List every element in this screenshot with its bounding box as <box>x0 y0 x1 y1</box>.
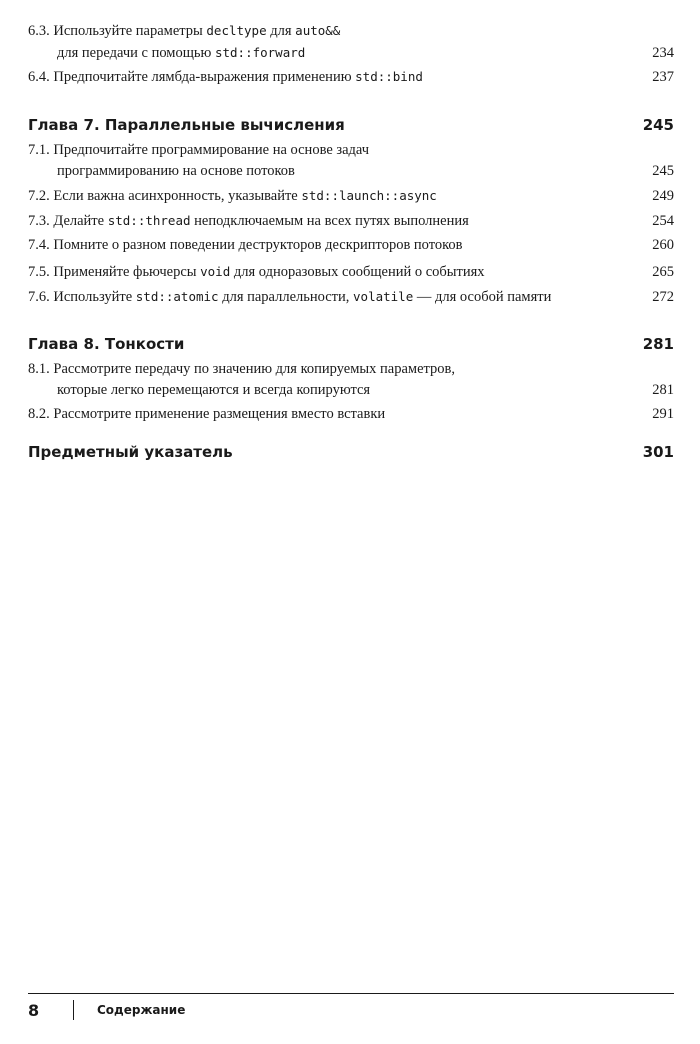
text-fragment: программированию на основе потоков <box>57 163 295 179</box>
entry-page-number: 265 <box>652 264 674 280</box>
code-fragment: std::thread <box>107 213 191 228</box>
entry-page-number: 272 <box>652 289 674 305</box>
toc-entry <box>28 235 674 256</box>
entry-page-number: 234 <box>652 45 674 61</box>
footer-running-title: Содержание <box>97 1003 186 1017</box>
text-fragment: 6.4. Предпочитайте лямбда-выражения применению <box>28 69 356 85</box>
toc-entry <box>28 404 674 425</box>
chapter-title: Глава 7. Параллельные вычисления <box>28 116 345 134</box>
text-fragment: 6.3. Используйте параметры <box>28 23 207 39</box>
text-fragment: 8.1. Рассмотрите передачу по значению для копируемых параметров, <box>28 361 455 377</box>
entry-page-number: 245 <box>652 163 674 179</box>
text-fragment: для передачи с помощью <box>57 45 215 61</box>
entry-title-line <box>28 404 674 425</box>
entry-title-line <box>28 359 674 380</box>
entry-page-number: 249 <box>652 188 674 204</box>
text-fragment: 7.6. Используйте <box>28 289 136 305</box>
footer-rule <box>28 993 674 994</box>
entry-page-number: 291 <box>652 406 674 422</box>
entry-title-line <box>28 286 674 308</box>
chapter-heading <box>28 334 674 354</box>
toc-entry <box>28 286 674 308</box>
text-fragment: неподключаемым на всех путях выполнения <box>190 213 469 229</box>
chapter-page: 281 <box>642 335 674 353</box>
code-fragment: void <box>200 264 231 279</box>
entry-title-continuation <box>28 42 674 64</box>
text-fragment: 7.3. Делайте <box>28 213 108 229</box>
code-fragment: std::atomic <box>135 289 219 304</box>
text-fragment: для одноразовых сообщений о событиях <box>230 264 485 280</box>
text-fragment: для <box>266 23 296 39</box>
entry-page-number: 260 <box>652 237 674 253</box>
toc-entry <box>28 359 674 401</box>
entry-page-number: 281 <box>652 382 674 398</box>
chapter-page: 245 <box>642 116 674 134</box>
text-fragment: 7.2. Если важна асинхронность, указывайте <box>28 188 302 204</box>
code-fragment: std::bind <box>355 69 423 84</box>
entry-title-line <box>28 66 674 88</box>
text-fragment: 7.4. Помните о разном поведении деструкторов дескрипторов потоков <box>28 237 463 253</box>
footer-separator <box>73 1000 74 1020</box>
code-fragment: std::forward <box>214 45 306 60</box>
entry-title-line <box>28 185 674 207</box>
footer-page-number: 8 <box>28 1001 40 1020</box>
chapter-heading <box>28 115 674 135</box>
text-fragment: которые легко перемещаются и всегда копируются <box>57 382 371 398</box>
code-fragment: decltype <box>206 23 267 38</box>
code-fragment: volatile <box>353 289 414 304</box>
text-fragment: 7.1. Предпочитайте программирование на основе задач <box>28 142 370 158</box>
index-page: 301 <box>642 443 674 461</box>
toc-entry <box>28 20 674 64</box>
entry-title-line <box>28 20 674 42</box>
index-heading <box>28 442 674 462</box>
entry-title-line <box>28 261 674 283</box>
toc-entry <box>28 210 674 232</box>
text-fragment: — для особой памяти <box>413 289 552 305</box>
entry-page-number: 254 <box>652 213 674 229</box>
toc-entry <box>28 140 674 182</box>
toc-entry <box>28 261 674 283</box>
chapter-title: Глава 8. Тонкости <box>28 335 185 353</box>
text-fragment: для параллельности, <box>218 289 354 305</box>
entry-title-continuation <box>28 380 674 401</box>
code-fragment: std::launch::async <box>301 188 437 203</box>
entry-title-continuation <box>28 161 674 182</box>
entry-page-number: 237 <box>652 69 674 85</box>
code-fragment: auto&& <box>295 23 341 38</box>
entry-title-line <box>28 140 674 161</box>
toc-entry <box>28 66 674 88</box>
text-fragment: 8.2. Рассмотрите применение размещения вместо вставки <box>28 406 386 422</box>
toc-entry <box>28 185 674 207</box>
entry-title-line <box>28 235 674 256</box>
text-fragment: 7.5. Применяйте фьючерсы <box>28 264 201 280</box>
index-title: Предметный указатель <box>28 443 233 461</box>
entry-title-line <box>28 210 674 232</box>
